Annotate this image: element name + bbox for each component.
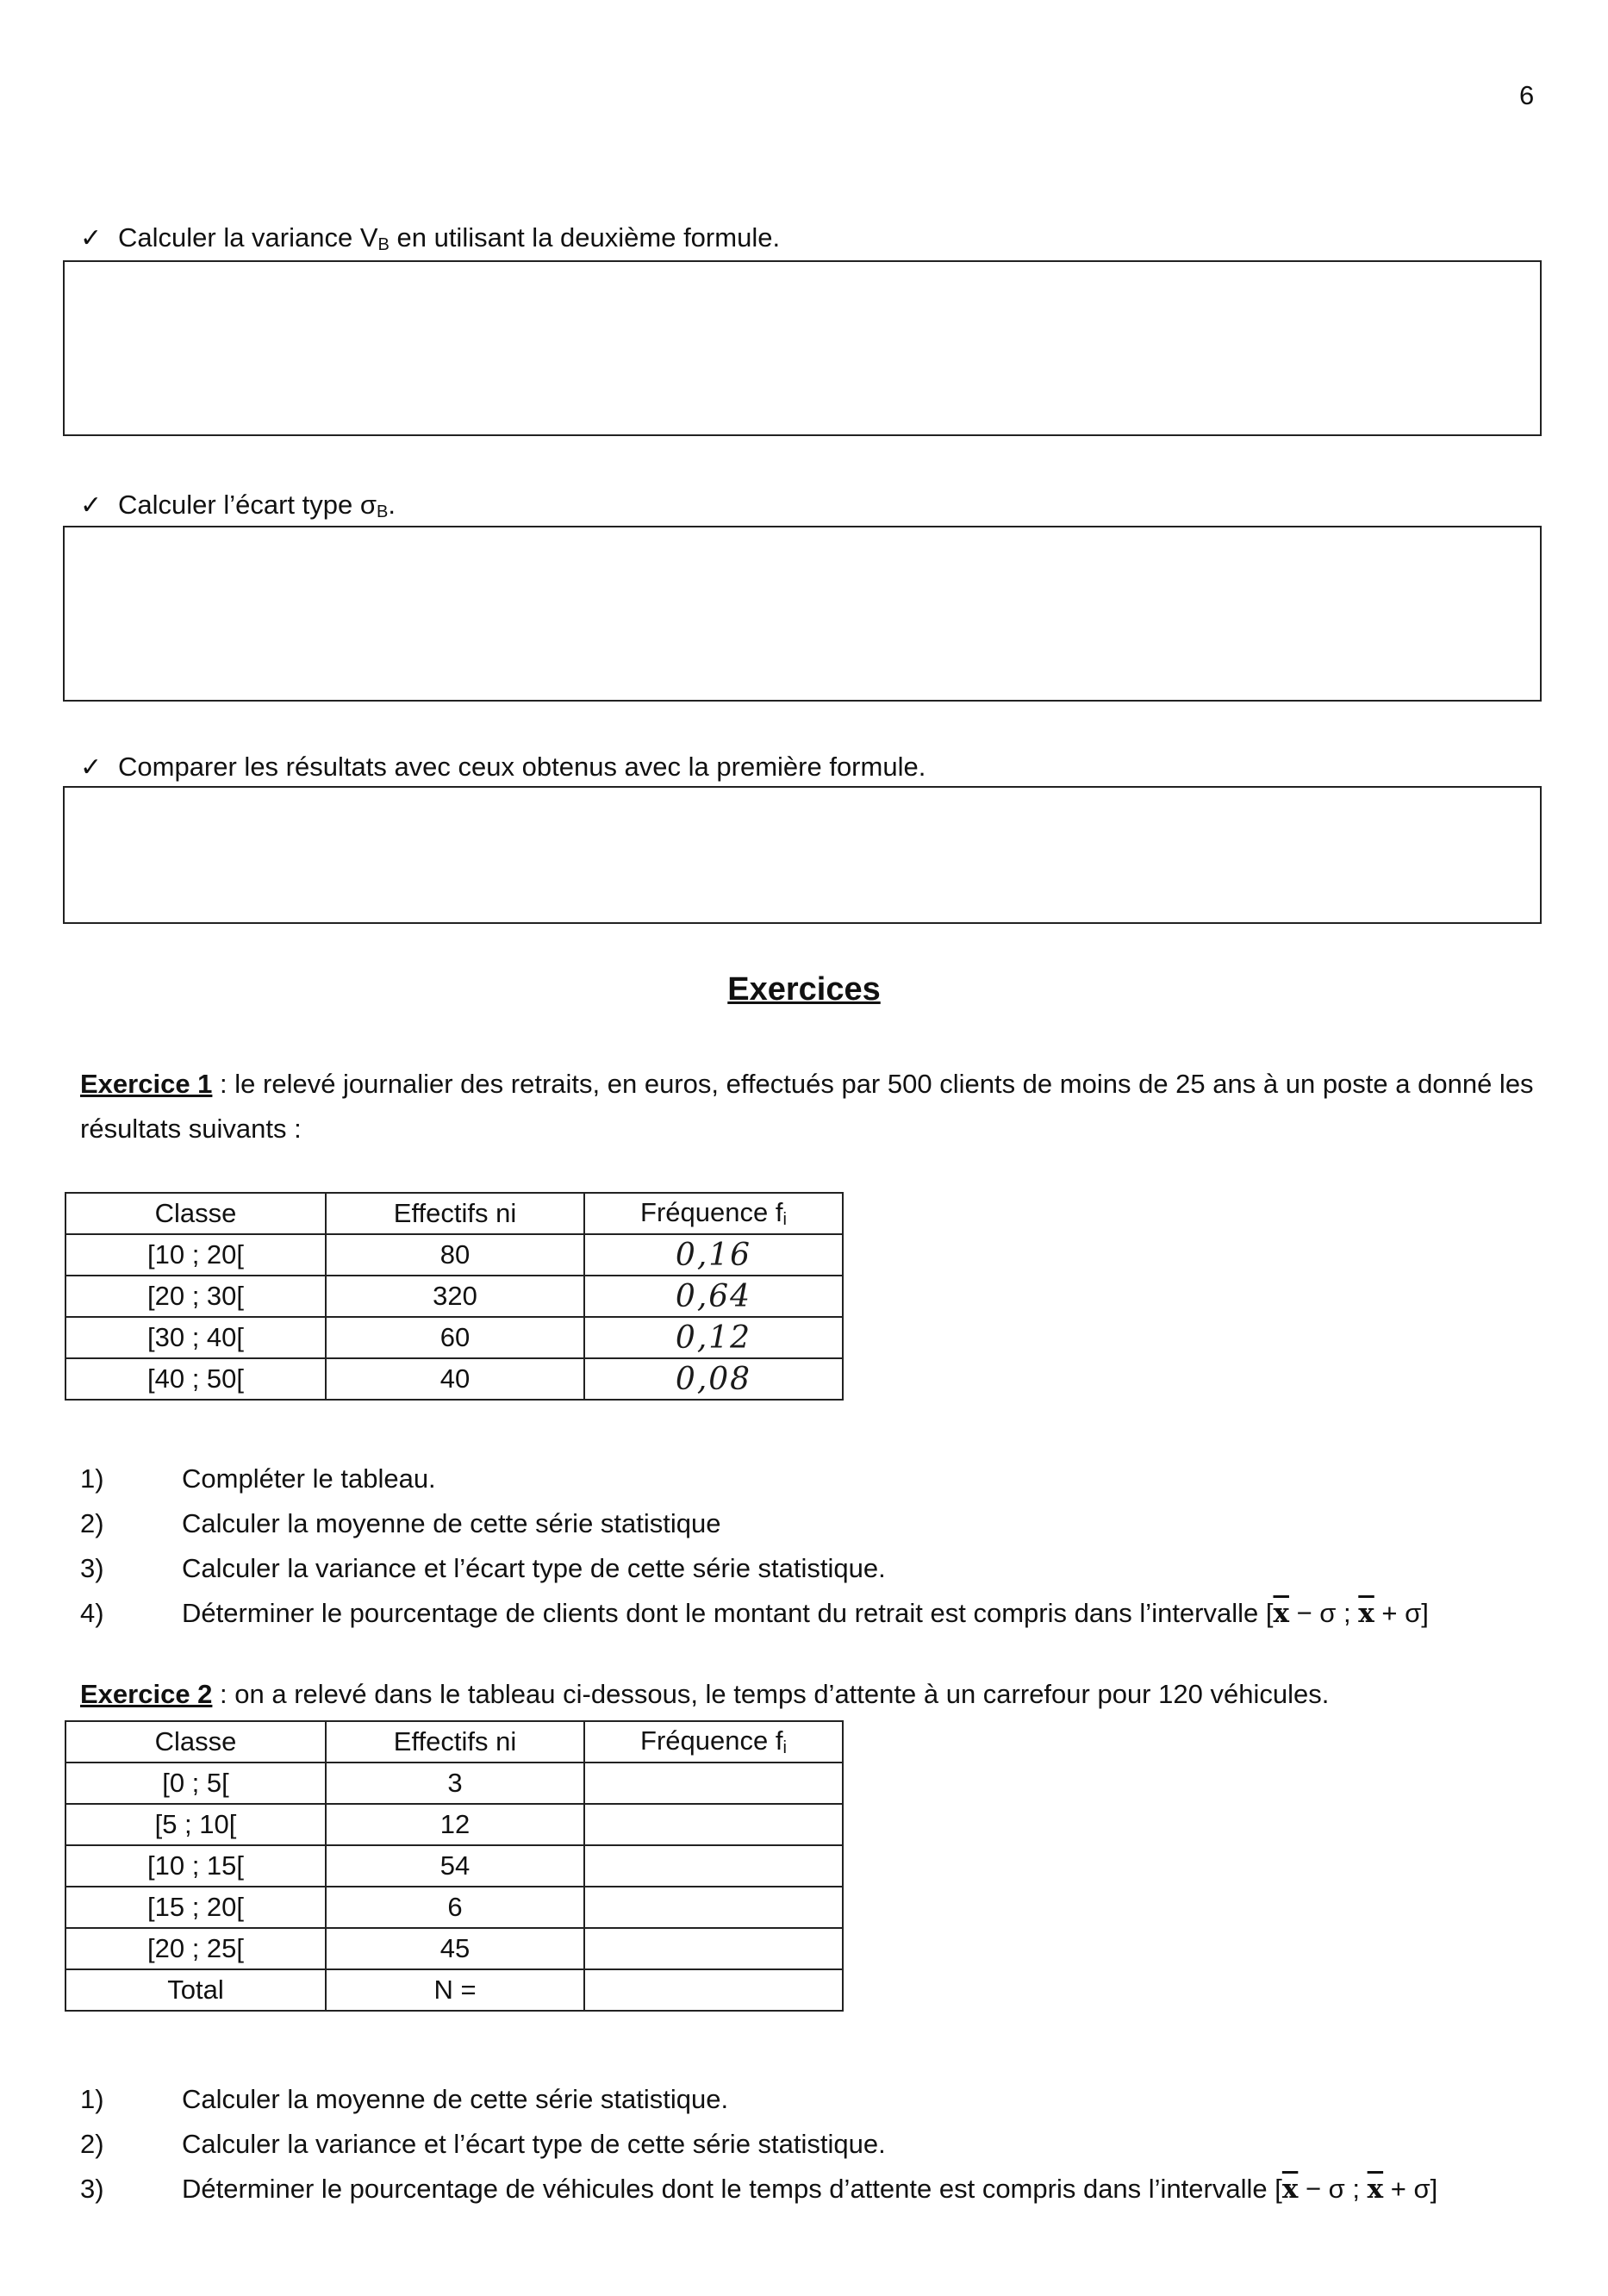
checkmark-icon: ✓	[80, 223, 103, 253]
item-text: Compléter le tableau.	[182, 1463, 436, 1494]
cell-effectif: 60	[326, 1317, 584, 1358]
item-text: Déterminer le pourcentage de clients dont le montant du retrait est compris dans l’intervalle [	[182, 1598, 1274, 1628]
item-text: Calculer la variance et l’écart type de cette série statistique.	[182, 2129, 886, 2159]
header-effectifs: Effectifs ni	[326, 1193, 584, 1234]
interval-minus: − σ ;	[1288, 1598, 1359, 1628]
header-frequence-text: Fréquence f	[640, 1197, 783, 1227]
cell-frequence[interactable]	[584, 1804, 843, 1845]
cell-frequence[interactable]	[584, 1234, 843, 1276]
header-frequence-text: Fréquence f	[640, 1725, 783, 1756]
table-row	[65, 1887, 843, 1928]
header-frequence-sub: i	[782, 1738, 787, 1757]
cell-classe: [5 ; 10[	[65, 1804, 326, 1845]
cell-classe: [40 ; 50[	[65, 1358, 326, 1400]
question-text: Calculer l’écart type σ	[118, 490, 377, 520]
cell-effectif: 6	[326, 1887, 584, 1928]
handwritten-value: 0,16	[675, 1237, 752, 1273]
exercise-2-intro	[80, 1672, 1545, 1717]
question-subscript: B	[377, 235, 390, 254]
list-item	[80, 2077, 1437, 2122]
table-row	[65, 1845, 843, 1887]
exercise-1-text: : le relevé journalier des retraits, en euros, effectués par 500 clients de moins de 25 ans à un poste a donné les résultats suivants :	[80, 1069, 1534, 1144]
item-number: 1)	[80, 1463, 104, 1494]
cell-effectif: 54	[326, 1845, 584, 1887]
cell-frequence[interactable]	[584, 1969, 843, 2011]
table-row	[65, 1358, 843, 1400]
page-number: 6	[1519, 80, 1535, 110]
interval-minus: − σ ;	[1298, 2174, 1368, 2204]
x-bar-symbol: $\overline{x}$	[1281, 2174, 1299, 2205]
cell-effectif: 320	[326, 1276, 584, 1317]
item-text: Calculer la moyenne de cette série statistique	[182, 1508, 721, 1538]
checkmark-icon: ✓	[80, 752, 103, 783]
question-subscript: B	[376, 502, 389, 521]
header-frequence-sub: i	[782, 1210, 787, 1229]
cell-effectif: 40	[326, 1358, 584, 1400]
header-classe: Classe	[65, 1721, 326, 1763]
exercise-1-label: Exercice 1	[80, 1069, 213, 1099]
question-text-end: .	[388, 490, 396, 520]
table-total-row	[65, 1969, 843, 2011]
item-number: 3)	[80, 1553, 104, 1583]
item-number: 2)	[80, 1508, 104, 1538]
answer-box-ecart-type[interactable]	[63, 526, 1542, 702]
cell-classe: [30 ; 40[	[65, 1317, 326, 1358]
table-header-row	[65, 1721, 843, 1763]
handwritten-value: 0,08	[675, 1361, 752, 1397]
exercise-1-table	[65, 1192, 844, 1401]
header-classe: Classe	[65, 1193, 326, 1234]
exercise-2-label: Exercice 2	[80, 1679, 213, 1709]
exercise-2-questions	[80, 2077, 1437, 2212]
section-title: Exercices	[727, 971, 881, 1008]
table-header-row	[65, 1193, 843, 1234]
item-number: 2)	[80, 2129, 104, 2159]
exercise-1-intro	[80, 1062, 1545, 1151]
interval-plus: + σ]	[1374, 1598, 1429, 1628]
list-item	[80, 1457, 1429, 1501]
cell-frequence[interactable]	[584, 1887, 843, 1928]
handwritten-value: 0,12	[675, 1320, 752, 1356]
cell-effectif: 45	[326, 1928, 584, 1969]
question-ecart-type	[80, 490, 396, 522]
exercise-2-table	[65, 1720, 844, 2012]
list-item	[80, 1546, 1429, 1591]
header-frequence	[584, 1721, 843, 1763]
cell-frequence[interactable]	[584, 1358, 843, 1400]
table-row	[65, 1928, 843, 1969]
header-frequence	[584, 1193, 843, 1234]
cell-classe: [10 ; 20[	[65, 1234, 326, 1276]
cell-classe: [10 ; 15[	[65, 1845, 326, 1887]
question-text: Calculer la variance V	[118, 222, 378, 253]
list-item	[80, 2167, 1437, 2212]
answer-box-variance[interactable]	[63, 260, 1542, 436]
exercise-2-text: : on a relevé dans le tableau ci-dessous, le temps d’attente à un carrefour pour 120 véhicules.	[212, 1679, 1330, 1709]
question-text-end: en utilisant la deuxième formule.	[389, 222, 781, 253]
x-bar-symbol: $\overline{x}$	[1367, 2174, 1384, 2205]
list-item	[80, 2122, 1437, 2167]
list-item	[80, 1591, 1429, 1636]
cell-total-label: Total	[65, 1969, 326, 2011]
cell-effectif: 80	[326, 1234, 584, 1276]
item-text: Déterminer le pourcentage de véhicules dont le temps d’attente est compris dans l’intervalle [	[182, 2174, 1282, 2204]
table-row	[65, 1804, 843, 1845]
cell-frequence[interactable]	[584, 1763, 843, 1804]
cell-classe: [20 ; 30[	[65, 1276, 326, 1317]
checkmark-icon: ✓	[80, 490, 103, 521]
cell-effectif: 3	[326, 1763, 584, 1804]
interval-plus: + σ]	[1383, 2174, 1438, 2204]
table-row	[65, 1234, 843, 1276]
answer-box-comparer[interactable]	[63, 786, 1542, 924]
cell-frequence[interactable]	[584, 1928, 843, 1969]
item-number: 4)	[80, 1598, 104, 1628]
handwritten-value: 0,64	[675, 1278, 752, 1314]
table-row	[65, 1317, 843, 1358]
cell-classe: [15 ; 20[	[65, 1887, 326, 1928]
header-effectifs: Effectifs ni	[326, 1721, 584, 1763]
item-text: Calculer la moyenne de cette série statistique.	[182, 2084, 729, 2114]
cell-total-n[interactable]: N =	[326, 1969, 584, 2011]
exercise-1-questions	[80, 1457, 1429, 1636]
x-bar-symbol: $\overline{x}$	[1358, 1598, 1374, 1629]
item-text: Calculer la variance et l’écart type de cette série statistique.	[182, 1553, 886, 1583]
cell-classe: [20 ; 25[	[65, 1928, 326, 1969]
cell-frequence[interactable]	[584, 1845, 843, 1887]
table-row	[65, 1276, 843, 1317]
item-number: 1)	[80, 2084, 104, 2114]
list-item	[80, 1501, 1429, 1546]
item-number: 3)	[80, 2174, 104, 2204]
cell-frequence[interactable]	[584, 1276, 843, 1317]
question-text: Comparer les résultats avec ceux obtenus avec la première formule.	[118, 752, 926, 782]
cell-classe: [0 ; 5[	[65, 1763, 326, 1804]
question-comparer	[80, 752, 926, 783]
x-bar-symbol: $\overline{x}$	[1273, 1598, 1289, 1629]
cell-frequence[interactable]	[584, 1317, 843, 1358]
cell-effectif: 12	[326, 1804, 584, 1845]
question-variance	[80, 222, 780, 255]
table-row	[65, 1763, 843, 1804]
